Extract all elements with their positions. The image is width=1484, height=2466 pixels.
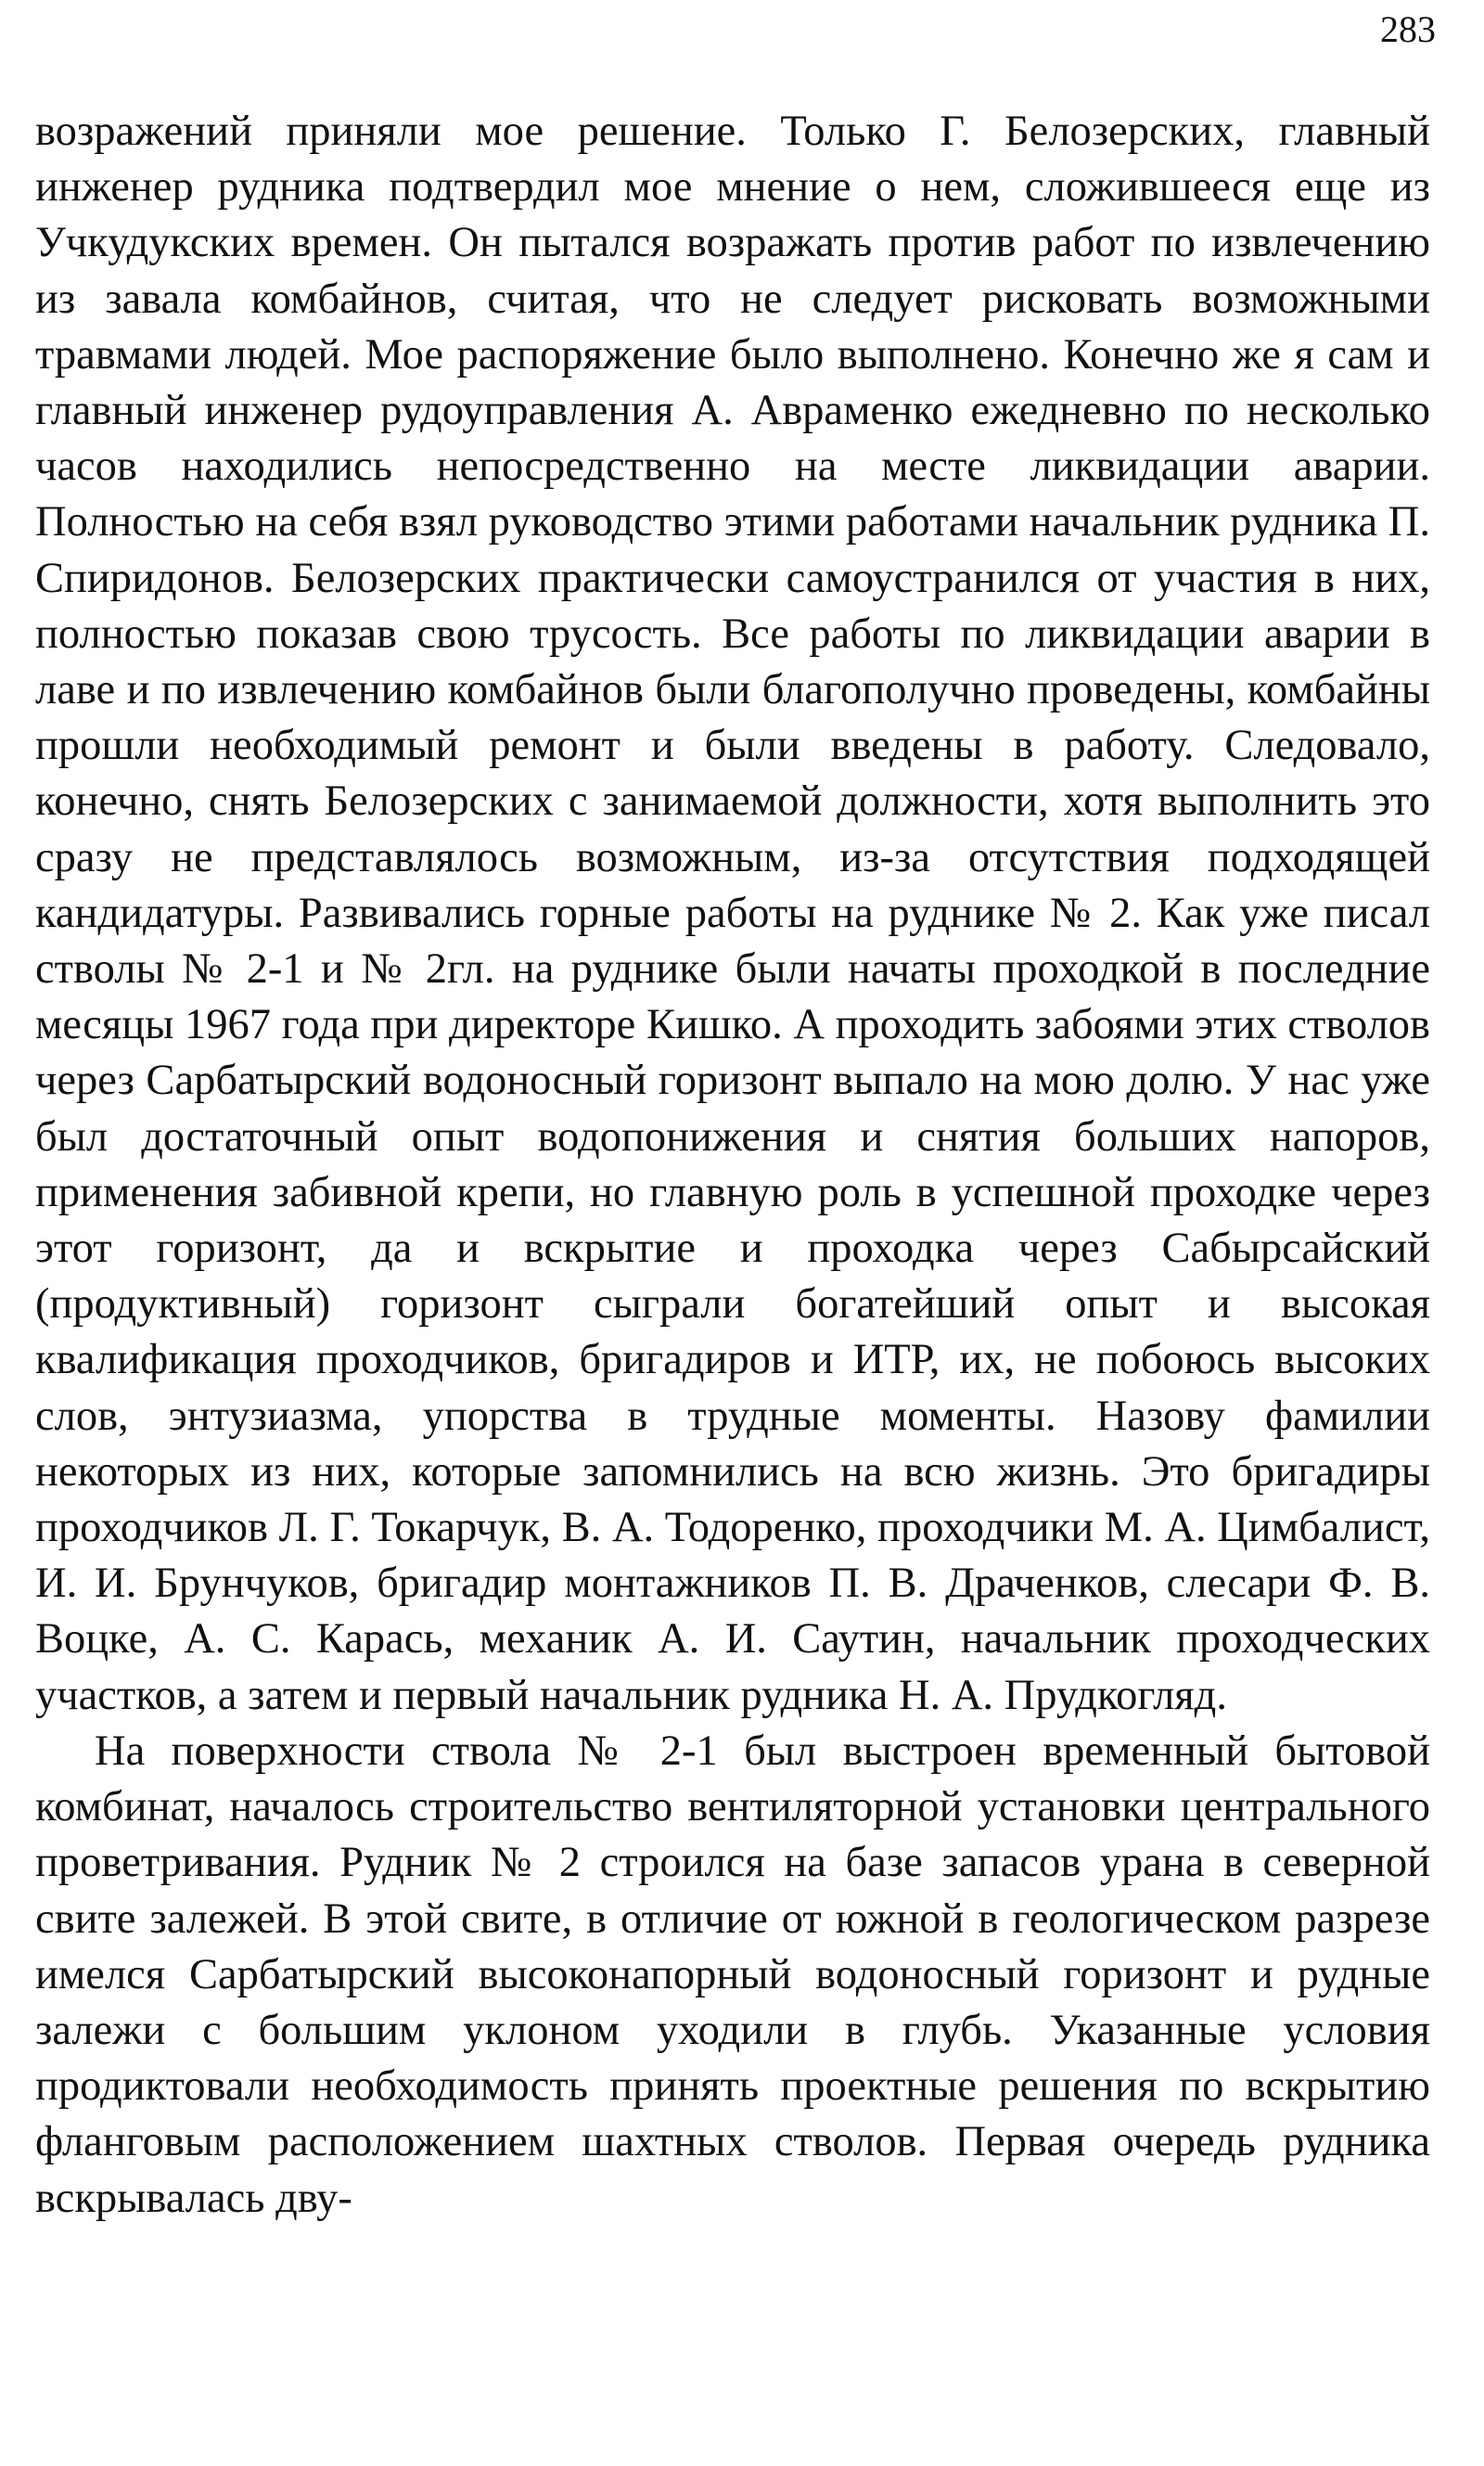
body-text (35, 104, 1430, 2227)
paragraph-1: возражений приняли мое решение. Только Г. Белозерских, главный инженер рудника подтвердил мое мнение о нем, сложившееся еще из Учкудукских времен. Он пытался возражать против работ по извлечению из завала комбайнов, считая, что не следует рисковать возможными травмами людей. Мое распоряжение было выполнено. Конечно же я сам и главный инженер рудоуправления А. Авраменко ежедневно по несколько часов находились непосредственно на месте ликвидации аварии. Полностью на себя взял руководство этими работами начальник рудника П. Спиридонов. Белозерских практически самоустранился от участия в них, полностью показав свою трусость. Все работы по ликвидации аварии в лаве и по извлечению комбайнов были благополучно проведены, комбайны прошли необходимый ремонт и были введены в работу. Следовало, конечно, снять Белозерских с занимаемой должности, хотя выполнить это сразу не представлялось возможным, из-за отсутствия подходящей кандидатуры. Развивались горные работы на руднике № 2. Как уже писал стволы № 2-1 и № 2гл. на руднике были начаты проходкой в последние месяцы 1967 года при директоре Кишко. А проходить забоями этих стволов через Сарбатырский водоносный горизонт выпало на мою долю. У нас уже был достаточный опыт водопонижения и снятия больших напоров, применения забивной крепи, но главную роль в успешной проходке через этот горизонт, да и вскрытие и проходка через Сабырсайский (продуктивный) горизонт сыграли богатейший опыт и высокая квалификация проходчиков, бригадиров и ИТР, их, не побоюсь высоких слов, энтузиазма, упорства в трудные моменты. Назову фамилии некоторых из них, которые запомнились на всю жизнь. Это бригадиры проходчиков Л. Г. Токарчук, В. А. Тодоренко, проходчики М. А. Цимбалист, И. И. Брунчуков, бригадир монтажников П. В. Драченков, слесари Ф. В. Воцке, А. С. Карась, механик А. И. Саутин, начальник проходческих участков, а затем и первый начальник рудника Н. А. Прудкогляд. (35, 108, 1430, 1719)
paragraph-2: На поверхности ствола № 2-1 был выстроен временный бытовой комбинат, началось строительство вентиляторной установки центрального проветривания. Рудник № 2 строился на базе запасов урана в северной свите залежей. В этой свите, в отличие от южной в геологическом разрезе имелся Сарбатырский высоконапорный водоносный горизонт и рудные залежи с большим уклоном уходили в глубь. Указанные условия продиктовали необходимость принять проектные решения по вскрытию фланговым расположением шахтных стволов. Первая очередь рудника вскрывалась дву- (35, 1727, 1430, 2222)
page-number: 283 (1380, 8, 1436, 50)
